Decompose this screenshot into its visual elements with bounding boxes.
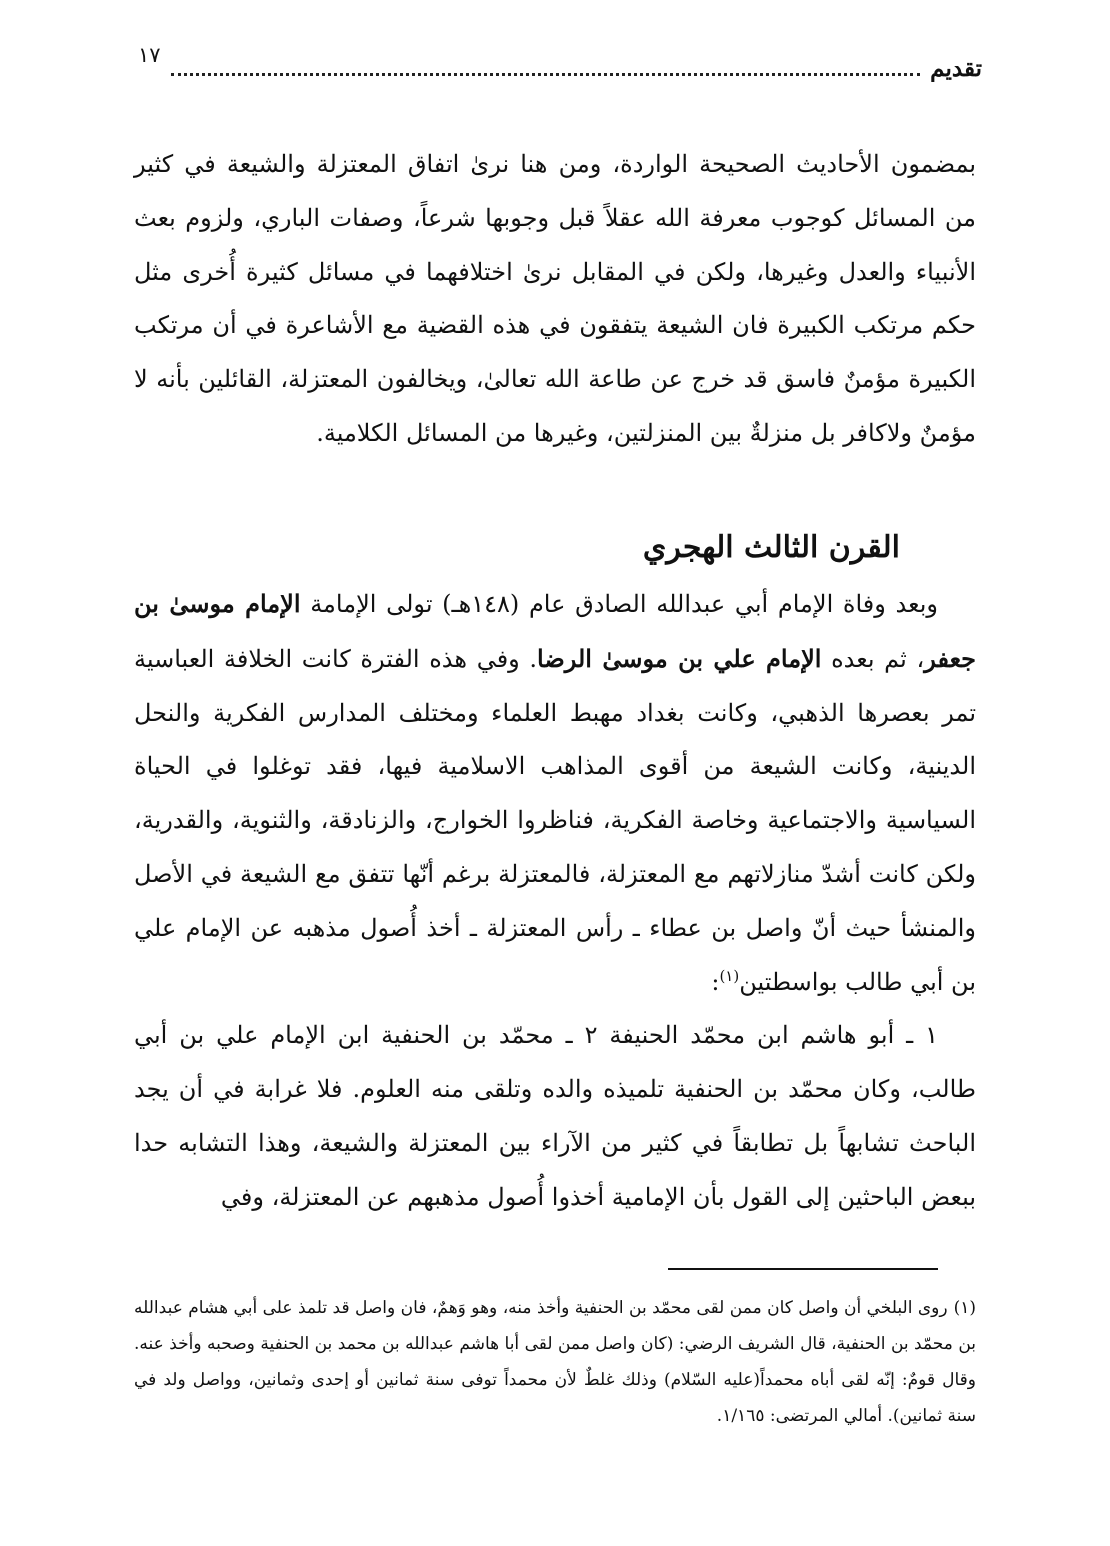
main-block (134, 577, 976, 1225)
paragraph-2-part-4: : (711, 967, 720, 996)
footnote-number: (١) (953, 1298, 976, 1318)
intro-block (134, 138, 976, 461)
paragraph-2 (134, 577, 976, 1009)
footnotes (134, 1290, 976, 1434)
running-header (138, 40, 982, 80)
page-number: ١٧ (138, 43, 161, 67)
footnote-item (134, 1290, 976, 1434)
running-title: تقديم (930, 55, 982, 82)
paragraph-2-part-1: وبعد وفاة الإمام أبي عبدالله الصادق عام (١٤٨هـ) تولى الإمامة (300, 590, 938, 618)
footnote-text: روى البلخي أن واصل كان ممن لقى محمّد بن الحنفية وأخذ منه، وهو وَهمٌ، فان واصل قد تلمذ على أبي هشام عبدالله بن محمّد بن الحنفية، قال الشريف الرضي: (كان واصل ممن لقى أبا هاشم عبدالله بن محمد بن الحنفية وصحبه وأخذ عنه. وقال قومٌ: إنّه لقى أباه محمداً(عليه السّلام) وذلك غلطٌ لأن محمداً توفى سنة ثمانين أو إحدى وثمانين، وواصل ولد في سنة ثمانين). أمالي المرتضى: ١/١٦٥. (134, 1298, 976, 1426)
intro-paragraph: بمضمون الأحاديث الصحيحة الواردة، ومن هنا نرىٰ اتفاق المعتزلة والشيعة في كثير من المسائل كوجوب معرفة الله عقلاً قبل وجوبها شرعاً، وصفات الباري، ولزوم بعث الأنبياء والعدل وغيرها، ولكن في المقابل نرىٰ اختلافهما في مسائل كثيرة أُخرى مثل حكم مرتكب الكبيرة فان الشيعة يتفقون في هذه القضية مع الأشاعرة في أن مرتكب الكبيرة مؤمنٌ فاسق قد خرج عن طاعة الله تعالىٰ، ويخالفون المعتزلة، القائلين بأنه لا مؤمنٌ ولاكافر بل منزلةٌ بين المنزلتين، وغيرها من المسائل الكلامية. (134, 150, 976, 447)
footnote-separator (668, 1268, 938, 1270)
dot-leader (171, 72, 921, 76)
paragraph-2-part-3: . وفي هذه الفترة كانت الخلافة العباسية تمر بعصرها الذهبي، وكانت بغداد مهبط العلماء ومختلف المدارس الفكرية والنحل الدينية، وكانت الشيعة من أقوى المذاهب الاسلامية فيها، فقد توغلوا في الحياة السياسية والاجتماعية وخاصة الفكرية، فناظروا الخوارج، والزنادقة، والثنوية، والقدرية، ولكن كانت أشدّ منازلاتهم مع المعتزلة، فالمعتزلة برغم أنّها تتفق مع الشيعة في الأصل والمنشأ حيث أنّ واصل بن عطاء ـ رأس المعتزلة ـ أخذ أُصول مذهبه عن الإمام علي بن أبي طالب بواسطتين (134, 644, 977, 996)
paragraph-2-part-2: ، ثم بعده (821, 644, 925, 673)
paragraph-3: ١ ـ أبو هاشم ابن محمّد الحنيفة ٢ ـ محمّد بن الحنفية ابن الإمام علي بن أبي طالب، وكان محمّد بن الحنفية تلميذه والده وتلقى منه العلوم. فلا غرابة في أن يجد الباحث تشابهاً بل تطابقاً في كثير من الآراء بين المعتزلة والشيعة، وهذا التشابه حدا ببعض الباحثين إلى القول بأن الإمامية أخذوا أُصول مذهبهم عن المعتزلة، وفي (134, 1021, 976, 1211)
paragraph-2-bold-1: الإمام موسىٰ بن جعفر (134, 589, 977, 673)
footnote-reference[interactable]: (١) (719, 966, 740, 985)
section-heading: القرن الثالث الهجري (642, 530, 900, 565)
paragraph-2-bold-2: الإمام علي بن موسىٰ الرضا (537, 643, 822, 673)
